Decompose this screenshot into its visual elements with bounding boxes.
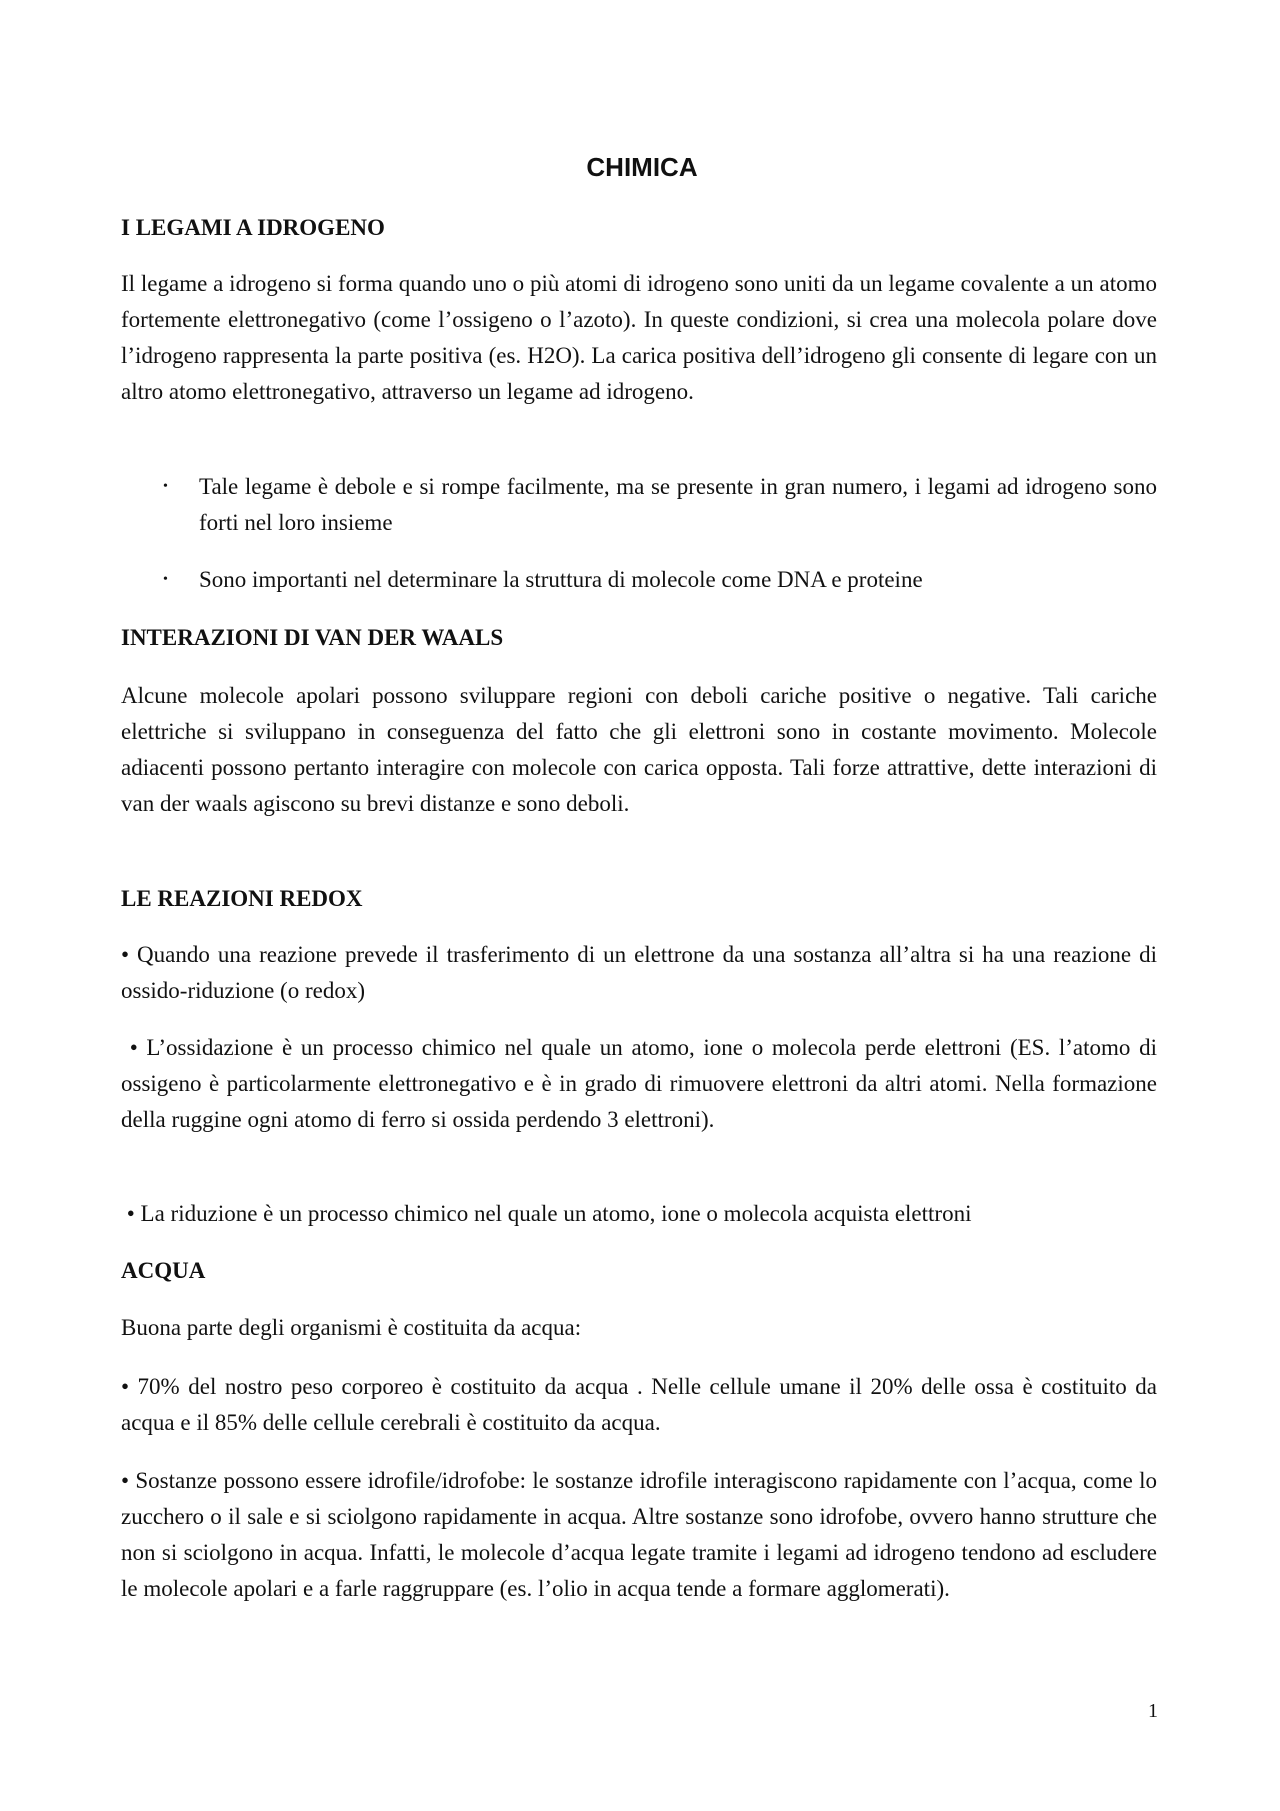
paragraph: Il legame a idrogeno si forma quando uno o più atomi di idrogeno sono uniti da un legame covalente a un atomo fortemente elettronegativo (come l’ossigeno o l’azoto). In queste condizioni, si crea una molecola polare dove l’idrogeno rappresenta la parte positiva (es. H2O). La carica positiva dell’idrogeno gli consente di legare con un altro atomo elettronegativo, attraverso un legame ad idrogeno. [121, 271, 1157, 404]
paragraph: • Quando una reazione prevede il trasferimento di un elettrone da una sostanza all’altra si ha una reazione di ossido-riduzione (o redox) [121, 942, 1157, 1003]
heading-redox: LE REAZIONI REDOX [121, 886, 363, 911]
paragraph: Alcune molecole apolari possono sviluppare regioni con deboli cariche positive o negative. Tali cariche elettriche si sviluppano in conseguenza del fatto che gli elettroni sono in costante movimento. Molecole adiacenti possono pertanto interagire con molecole con carica opposta. Tali forze attrattive, dette interazioni di van der waals agiscono su brevi distanze e sono deboli. [121, 683, 1157, 816]
bullet-icon: • [163, 479, 168, 494]
paragraph: Buona parte degli organismi è costituita da acqua: [121, 1315, 582, 1340]
paragraph: • 70% del nostro peso corporeo è costituito da acqua . Nelle cellule umane il 20% delle ossa è costituito da acqua e il 85% delle cellule cerebrali è costituito da acqua. [121, 1374, 1157, 1435]
page-number: 1 [1148, 1700, 1158, 1722]
paragraph: • L’ossidazione è un processo chimico nel quale un atomo, ione o molecola perde elettroni (ES. l’atomo di ossigeno è particolarmente elettronegativo e è in grado di rimuovere elettroni da altri atomi. Nella formazione della ruggine ogni atomo di ferro si ossida perdendo 3 elettroni). [121, 1035, 1163, 1132]
heading-legami-idrogeno: I LEGAMI A IDROGENO [121, 215, 385, 240]
list-item: • Sono importanti nel determinare la struttura di molecole come DNA e proteine [163, 562, 1157, 598]
document-title: CHIMICA [586, 152, 698, 182]
list-item: • Tale legame è debole e si rompe facilmente, ma se presente in gran numero, i legami ad idrogeno sono forti nel loro insieme [163, 469, 1157, 541]
heading-van-der-waals: INTERAZIONI DI VAN DER WAALS [121, 625, 504, 650]
heading-acqua: ACQUA [121, 1258, 206, 1283]
paragraph: • Sostanze possono essere idrofile/idrofobe: le sostanze idrofile interagiscono rapidamente con l’acqua, come lo zucchero o il sale e si sciolgono rapidamente in acqua. Altre sostanze sono idrofobe, ovvero hanno strutture che non si sciolgono in acqua. Infatti, le molecole d’acqua legate tramite i legami ad idrogeno tendono ad escludere le molecole apolari e a farle raggruppare (es. l’olio in acqua tende a formare agglomerati). [121, 1468, 1157, 1601]
bullet-icon: • [163, 572, 168, 587]
paragraph: • La riduzione è un processo chimico nel quale un atomo, ione o molecola acquista elettroni [121, 1201, 972, 1226]
